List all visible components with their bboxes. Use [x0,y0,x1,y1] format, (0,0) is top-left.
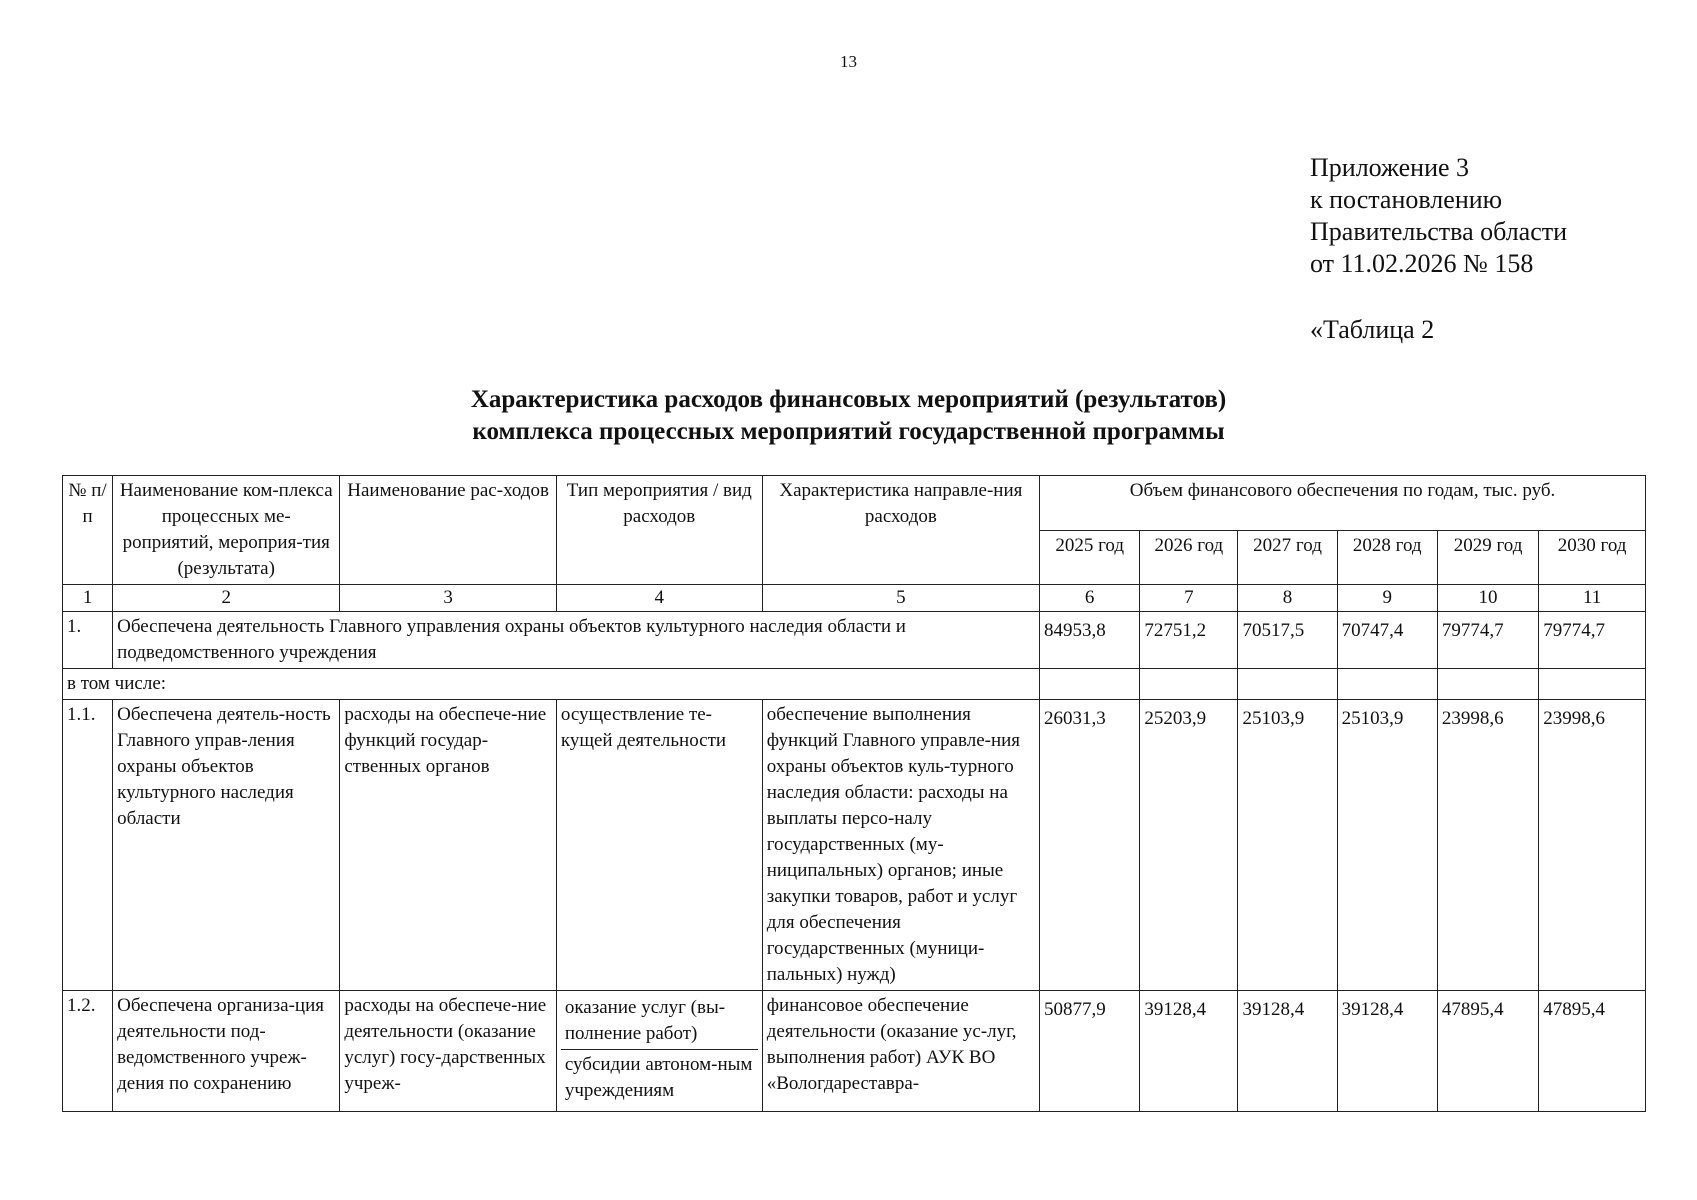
value-cell: 70517,5 [1238,612,1337,669]
value-cell: 47895,4 [1539,991,1646,1112]
value-cell: 23998,6 [1539,700,1646,991]
header-complex-name: Наименование ком-плекса процессных ме-роприятий, мероприя-тия (результата) [113,476,340,585]
direction-cell: финансовое обеспечение деятельности (оказание ус-луг, выполнения работ) АУК ВО «Вологдареставра- [762,991,1039,1112]
header-direction: Характеристика направле-ния расходов [762,476,1039,585]
value-cell: 50877,9 [1040,991,1140,1112]
event-type-cell [556,991,762,1112]
column-number: 6 [1040,585,1140,612]
header-year: 2025 год [1040,530,1140,585]
column-number: 8 [1238,585,1337,612]
page-number: 13 [840,52,857,71]
header-expense-name: Наименование рас-ходов [340,476,557,585]
complex-name-cell: Обеспечена деятель-ность Главного управ-ления охраны объектов культурного наследия области [113,700,340,991]
row-label: в том числе: [63,669,1040,700]
header-year: 2029 год [1437,530,1538,585]
value-cell: 39128,4 [1238,991,1337,1112]
value-cell: 47895,4 [1437,991,1538,1112]
column-number: 10 [1437,585,1538,612]
table-row [63,700,1646,991]
appendix-line: к постановлению [1310,185,1503,214]
table-row [63,612,1646,669]
row-num: 1.1. [63,700,113,991]
appendix-line: Правительства области [1310,217,1568,246]
empty-cell [1140,669,1238,700]
column-number: 2 [113,585,340,612]
value-cell: 70747,4 [1337,612,1437,669]
header-num: № п/п [63,476,113,585]
empty-cell [1238,669,1337,700]
row-num: 1.2. [63,991,113,1112]
header-year: 2026 год [1140,530,1238,585]
value-cell: 25103,9 [1238,700,1337,991]
table-caption: «Таблица 2 [1310,315,1435,344]
row-description: Обеспечена деятельность Главного управления охраны объектов культурного наследия области и подведомственного учреждения [113,612,1040,669]
header-year: 2028 год [1337,530,1437,585]
title-line: комплекса процессных мероприятий государственной программы [472,418,1225,445]
column-number-row [63,585,1646,612]
value-cell: 79774,7 [1437,612,1538,669]
header-year: 2030 год [1539,530,1646,585]
event-type-cell: осуществление те-кущей деятельности [556,700,762,991]
document-title [0,384,1697,448]
column-number: 4 [556,585,762,612]
value-cell: 25203,9 [1140,700,1238,991]
column-number: 3 [340,585,557,612]
header-year: 2027 год [1238,530,1337,585]
value-cell: 84953,8 [1040,612,1140,669]
table-row [63,991,1646,1112]
value-cell: 79774,7 [1539,612,1646,669]
value-cell: 39128,4 [1140,991,1238,1112]
value-cell: 23998,6 [1437,700,1538,991]
appendix-line: от 11.02.2026 № 158 [1310,249,1534,278]
expense-name-cell: расходы на обеспече-ние деятельности (оказание услуг) госу-дарственных учреж- [340,991,557,1112]
column-number: 9 [1337,585,1437,612]
complex-name-cell: Обеспечена организа-ция деятельности под-ведомственного учреж-дения по сохранению [113,991,340,1112]
value-cell: 72751,2 [1140,612,1238,669]
column-number: 7 [1140,585,1238,612]
event-type-text: оказание услуг (вы-полнение работ) [561,993,758,1050]
header-event-type: Тип мероприятия / вид расходов [556,476,762,585]
column-number: 1 [63,585,113,612]
value-cell: 26031,3 [1040,700,1140,991]
row-num: 1. [63,612,113,669]
appendix-line: Приложение 3 [1310,153,1470,182]
header-funding-group: Объем финансового обеспечения по годам, тыс. руб. [1040,476,1646,531]
appendix-block [1310,152,1567,280]
column-number: 5 [762,585,1039,612]
table-row [63,669,1646,700]
value-cell: 39128,4 [1337,991,1437,1112]
finance-table [62,475,1646,1112]
header-row [63,476,1646,531]
empty-cell [1040,669,1140,700]
title-line: Характеристика расходов финансовых мероприятий (результатов) [470,386,1227,413]
expense-kind-text: субсидии автоном-ным учреждениям [564,1054,753,1101]
expense-name-cell: расходы на обеспече-ние функций государ-ственных органов [340,700,557,991]
empty-cell [1437,669,1538,700]
empty-cell [1539,669,1646,700]
value-cell: 25103,9 [1337,700,1437,991]
direction-cell: обеспечение выполнения функций Главного управле-ния охраны объектов куль-турного наследия области: расходы на выплаты персо-налу государственных (му-ниципальных) органов; иные закупки товаров, работ и услуг для обеспечения государственных (муници-пальных) нужд) [762,700,1039,991]
empty-cell [1337,669,1437,700]
column-number: 11 [1539,585,1646,612]
